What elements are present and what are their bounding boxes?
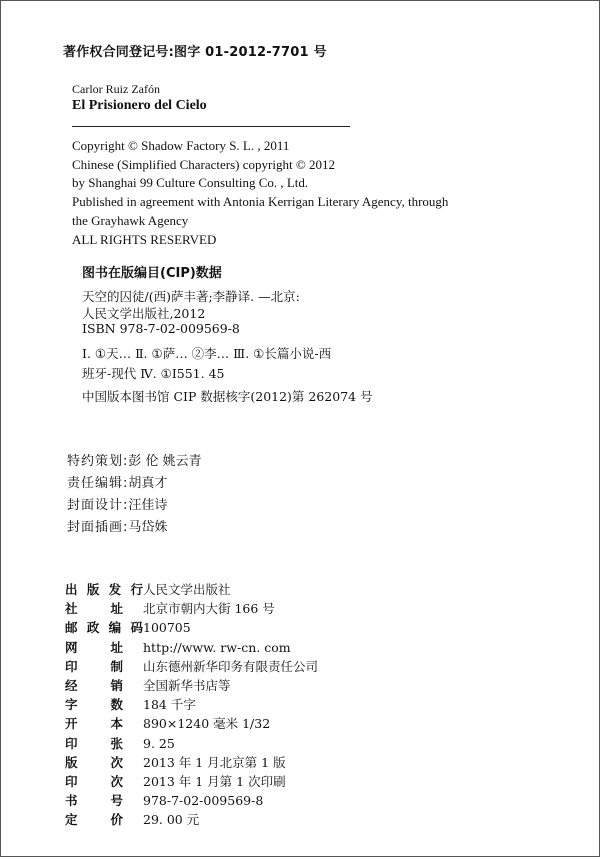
- pub-row-address: [65, 599, 465, 618]
- pub-row-printer: [65, 657, 465, 676]
- cip-subject: 班牙-现代 Ⅳ. ①I551. 45: [82, 366, 225, 381]
- pub-value: 100705: [143, 620, 191, 636]
- pub-label: 网 址: [65, 639, 123, 655]
- rights-statement: [72, 137, 448, 249]
- pub-value: 2013 年 1 月第 1 次印刷: [143, 773, 286, 789]
- pub-value: http://www. rw-cn. com: [143, 639, 291, 655]
- pub-value: 全国新华书店等: [143, 677, 231, 693]
- pub-row-sheets: [65, 734, 465, 753]
- pub-label: 经 销: [65, 677, 123, 693]
- cip-record-number: 中国版本图书馆 CIP 数据核字(2012)第 262074 号: [82, 389, 373, 404]
- pub-value: 2013 年 1 月北京第 1 版: [143, 754, 286, 770]
- credit-row: [67, 495, 202, 517]
- credit-label: 特约策划:: [67, 454, 129, 469]
- title-rule: [72, 126, 350, 127]
- pub-label: 出 版 发 行: [65, 582, 143, 597]
- pub-label: 书 号: [65, 793, 123, 809]
- original-title: El Prisionero del Cielo: [72, 98, 207, 113]
- publication-info: [65, 580, 465, 829]
- pub-value: 北京市朝内大街 166 号: [143, 601, 275, 617]
- pub-value: 184 千字: [143, 697, 196, 713]
- pub-value: 山东德州新华印务有限责任公司: [143, 658, 319, 674]
- pub-row-edition: [65, 753, 465, 772]
- pub-label: 定 价: [65, 812, 123, 828]
- pub-label: 开 本: [65, 716, 123, 732]
- pub-label: 字 数: [65, 697, 123, 713]
- credits-list: [67, 451, 202, 539]
- pub-row-publisher: [65, 580, 465, 599]
- pub-label: 印 制: [65, 658, 123, 674]
- rights-line: by Shanghai 99 Culture Consulting Co. , Ltd.: [72, 175, 309, 191]
- pub-value: 890×1240 毫米 1/32: [143, 716, 271, 732]
- cip-heading: 图书在版编目(CIP)数据: [82, 266, 222, 281]
- pub-label: 印 次: [65, 773, 123, 789]
- pub-row-price: [65, 810, 465, 829]
- pub-row-postcode: [65, 618, 465, 637]
- pub-value: 9. 25: [143, 735, 175, 751]
- pub-row-format: [65, 714, 465, 733]
- rights-line: ALL RIGHTS RESERVED: [72, 231, 217, 247]
- rights-line: the Grayhawk Agency: [72, 212, 189, 228]
- credit-row: [67, 473, 202, 495]
- rights-line: Chinese (Simplified Characters) copyright © 2012: [72, 156, 335, 172]
- pub-row-word-count: [65, 695, 465, 714]
- credit-value: 马岱姝: [128, 520, 168, 535]
- pub-value: 人民文学出版社: [143, 582, 231, 597]
- rights-line: Published in agreement with Antonia Kerrigan Literary Agency, through: [72, 194, 449, 210]
- credit-label: 封面插画:: [67, 520, 129, 535]
- pub-row-isbn: [65, 791, 465, 810]
- credit-value: 彭 伦 姚云青: [128, 454, 202, 469]
- credit-label: 责任编辑:: [67, 476, 129, 491]
- cip-line: 天空的囚徒/(西)萨丰著;李静译. —北京:: [82, 289, 300, 304]
- cip-isbn: ISBN 978-7-02-009569-8: [82, 321, 240, 336]
- credit-label: 封面设计:: [67, 498, 129, 513]
- cip-line: 人民文学出版社,2012: [82, 306, 206, 321]
- pub-value: 978-7-02-009569-8: [143, 793, 264, 809]
- pub-row-distributor: [65, 676, 465, 695]
- cip-subject: Ⅰ. ①天… Ⅱ. ①萨… ②李… Ⅲ. ①长篇小说-西: [82, 346, 332, 361]
- pub-label: 版 次: [65, 754, 123, 770]
- pub-value: 29. 00 元: [143, 812, 200, 828]
- pub-label: 印 张: [65, 735, 123, 751]
- pub-row-printing: [65, 772, 465, 791]
- rights-line: Copyright © Shadow Factory S. L. , 2011: [72, 138, 290, 153]
- credit-value: 胡真才: [128, 476, 168, 491]
- original-author: Carlor Ruiz Zafón: [72, 82, 160, 96]
- credit-row: [67, 451, 202, 473]
- pub-label: 邮 政 编 码: [65, 620, 143, 636]
- contract-registration-number: 著作权合同登记号:图字 01-2012-7701 号: [63, 45, 327, 60]
- pub-label: 社 址: [65, 601, 123, 617]
- pub-row-website: [65, 638, 465, 657]
- credit-value: 汪佳诗: [128, 498, 168, 513]
- credit-row: [67, 517, 202, 539]
